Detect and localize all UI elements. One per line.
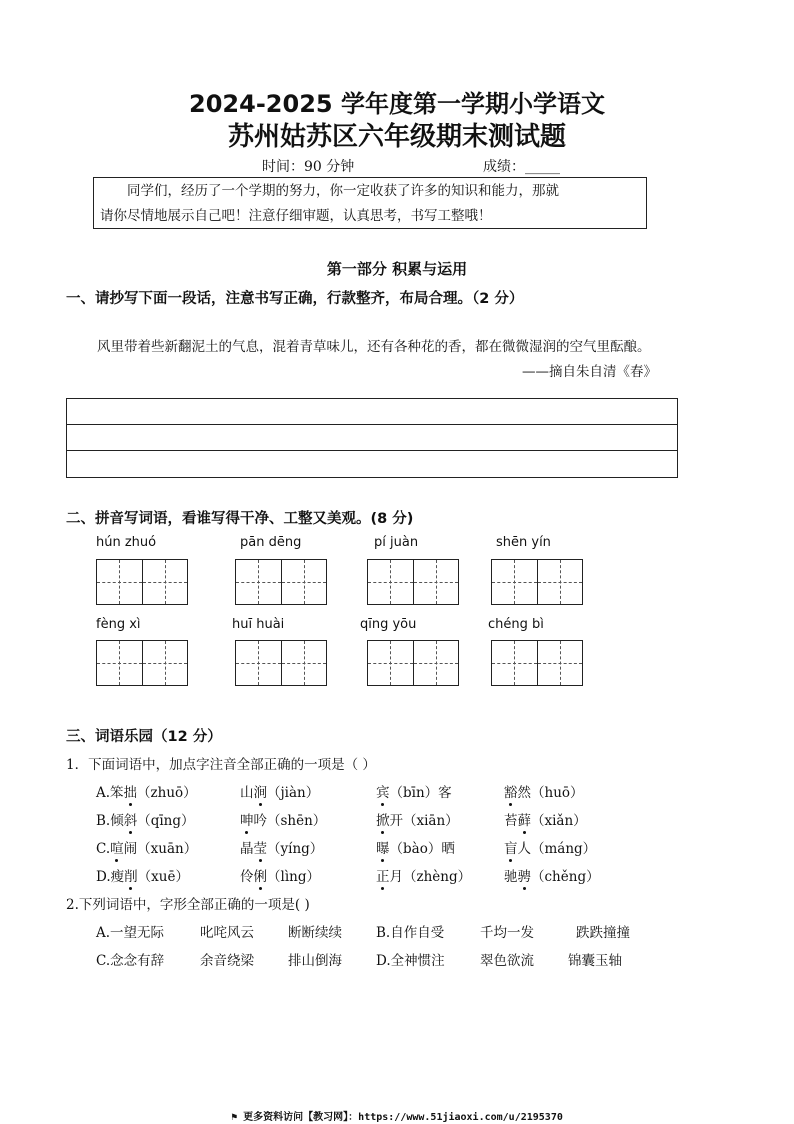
dotted-char: 莹 xyxy=(253,841,267,857)
pinyin-note: （xiǎn） xyxy=(531,813,587,829)
dotted-char: 削 xyxy=(124,869,138,885)
pinyin-note: 吟（shēn） xyxy=(253,813,327,829)
option-word xyxy=(376,781,452,801)
option-word xyxy=(376,809,459,829)
word-part: 瘦 xyxy=(110,869,125,885)
option-cell: D.全神惯注 xyxy=(376,953,445,969)
tianzige-box[interactable] xyxy=(235,559,327,605)
tianzige-box[interactable] xyxy=(491,559,583,605)
word-part: 笨 xyxy=(110,785,124,801)
option-cell: 千均一发 xyxy=(480,925,534,941)
dotted-char: 骋 xyxy=(517,869,531,885)
flag-icon: ⚑ xyxy=(231,1112,238,1123)
option-word xyxy=(240,809,326,829)
tianzige-box[interactable] xyxy=(96,640,188,686)
option-word xyxy=(504,837,596,857)
dotted-char: 正 xyxy=(376,869,390,885)
tianzige-box[interactable] xyxy=(235,640,327,686)
dotted-char: 掀 xyxy=(376,813,390,829)
writing-line[interactable] xyxy=(67,399,677,425)
q3-sub2-question: 2.下列词语中，字形全部正确的一项是( ) xyxy=(66,897,310,913)
option-word xyxy=(504,865,600,885)
option-word xyxy=(376,837,455,857)
pinyin-label: chéng bì xyxy=(488,617,544,632)
tianzige-box[interactable] xyxy=(96,559,188,605)
option-cell: 翠色欲流 xyxy=(480,953,534,969)
option-label: C. xyxy=(96,841,111,857)
option-word xyxy=(376,865,471,885)
tianzige-box[interactable] xyxy=(367,640,459,686)
dotted-char: 俐 xyxy=(253,869,267,885)
pinyin-note: （chěng） xyxy=(531,869,600,885)
option-row-c xyxy=(96,837,197,857)
option-label: A. xyxy=(96,785,111,801)
option-cell: 叱咤风云 xyxy=(200,925,254,941)
option-word xyxy=(504,781,584,801)
time-label: 时间：90 分钟 xyxy=(262,159,355,175)
q2-heading: 二、拼音写词语，看谁写得干净、工整又美观。(8 分) xyxy=(66,511,414,527)
option-cell: B.自作自受 xyxy=(376,925,445,941)
option-cell: C.念念有辞 xyxy=(96,953,165,969)
pinyin-note: 开（xiān） xyxy=(389,813,459,829)
dotted-char: 曝 xyxy=(376,841,390,857)
dotted-char: 藓 xyxy=(517,813,531,829)
option-word xyxy=(240,865,320,885)
pinyin-note: （yíng） xyxy=(267,841,324,857)
exam-title-line1: 2024-2025 学年度第一学期小学语文 xyxy=(189,90,605,118)
option-label: B. xyxy=(96,813,111,829)
writing-line[interactable] xyxy=(67,451,677,477)
dotted-char: 宾 xyxy=(376,785,390,801)
pinyin-label: hún zhuó xyxy=(96,535,157,550)
copy-writing-area[interactable] xyxy=(66,398,678,478)
pinyin-note: （bào）晒 xyxy=(389,841,455,857)
footer-text: 更多资料访问【教习网】：https://www.51jiaoxi.com/u/2195370 xyxy=(243,1112,563,1123)
option-cell: 锦囊玉轴 xyxy=(568,953,622,969)
word-part: 晶 xyxy=(240,841,254,857)
pinyin-note: 人（máng） xyxy=(517,841,597,857)
dotted-char: 涧 xyxy=(253,785,267,801)
word-part: 倾 xyxy=(110,813,124,829)
pinyin-note: （bīn）客 xyxy=(389,785,452,801)
intro-box xyxy=(93,177,647,229)
pinyin-note: （xuē） xyxy=(137,869,189,885)
pinyin-note: （zhuō） xyxy=(137,785,197,801)
footer-link[interactable] xyxy=(0,1108,794,1123)
part1-title: 第一部分 积累与运用 xyxy=(326,260,468,278)
word-part: 苔 xyxy=(504,813,518,829)
option-label: D. xyxy=(96,869,111,885)
pinyin-note: 月（zhèng） xyxy=(389,869,472,885)
pinyin-label: pí juàn xyxy=(374,535,419,550)
pinyin-label: pān dēng xyxy=(240,535,302,550)
option-word xyxy=(240,837,323,857)
pinyin-note: 然（huō） xyxy=(517,785,584,801)
tianzige-box[interactable] xyxy=(367,559,459,605)
option-row-a xyxy=(96,781,197,801)
q1-passage: 风里带着些新翻泥土的气息，混着青草味儿，还有各种花的香，都在微微湿润的空气里酝酿。 xyxy=(97,339,651,355)
pinyin-label: huī huài xyxy=(232,617,285,632)
word-part: 伶 xyxy=(240,869,254,885)
dotted-char: 喧 xyxy=(110,841,124,857)
dotted-char: 呻 xyxy=(240,813,254,829)
q3-sub1-question: 1．下面词语中，加点字注音全部正确的一项是（ ） xyxy=(66,757,376,773)
word-part: 山 xyxy=(240,785,254,801)
tianzige-box[interactable] xyxy=(491,640,583,686)
pinyin-label: qīng yōu xyxy=(360,617,417,632)
option-row-d xyxy=(96,865,189,885)
q1-heading: 一、请抄写下面一段话，注意书写正确，行款整齐，布局合理。（2 分） xyxy=(66,291,524,307)
option-cell: 跌跌撞撞 xyxy=(576,925,630,941)
word-part: 驰 xyxy=(504,869,518,885)
writing-line[interactable] xyxy=(67,425,677,451)
option-cell: 断断续续 xyxy=(288,925,342,941)
option-word xyxy=(240,781,319,801)
pinyin-note: （jiàn） xyxy=(267,785,320,801)
option-word xyxy=(504,809,587,829)
score-label: 成绩：_____ xyxy=(483,159,560,175)
q1-source: ——摘自朱自清《春》 xyxy=(522,364,657,380)
option-cell: A.一望无际 xyxy=(96,925,165,941)
pinyin-note: （lìng） xyxy=(267,869,320,885)
pinyin-label: fèng xì xyxy=(96,617,141,632)
intro-line2: 请你尽情地展示自己吧！注意仔细审题，认真思考，书写工整哦！ xyxy=(100,208,492,224)
dotted-char: 斜 xyxy=(123,813,138,829)
exam-title-line2: 苏州姑苏区六年级期末测试题 xyxy=(227,122,566,152)
intro-line1: 同学们，经历了一个学期的努力，你一定收获了许多的知识和能力，那就 xyxy=(127,183,559,199)
q3-heading: 三、词语乐园（12 分） xyxy=(66,729,222,745)
dotted-char: 豁 xyxy=(504,785,518,801)
pinyin-label: shēn yín xyxy=(496,535,551,550)
dotted-char: 拙 xyxy=(123,785,138,801)
pinyin-note: （qīng） xyxy=(137,813,195,829)
pinyin-note: 闹（xuān） xyxy=(123,841,198,857)
dotted-char: 盲 xyxy=(504,841,518,857)
option-cell: 余音绕梁 xyxy=(200,953,254,969)
option-cell: 排山倒海 xyxy=(288,953,342,969)
option-row-b xyxy=(96,809,195,829)
